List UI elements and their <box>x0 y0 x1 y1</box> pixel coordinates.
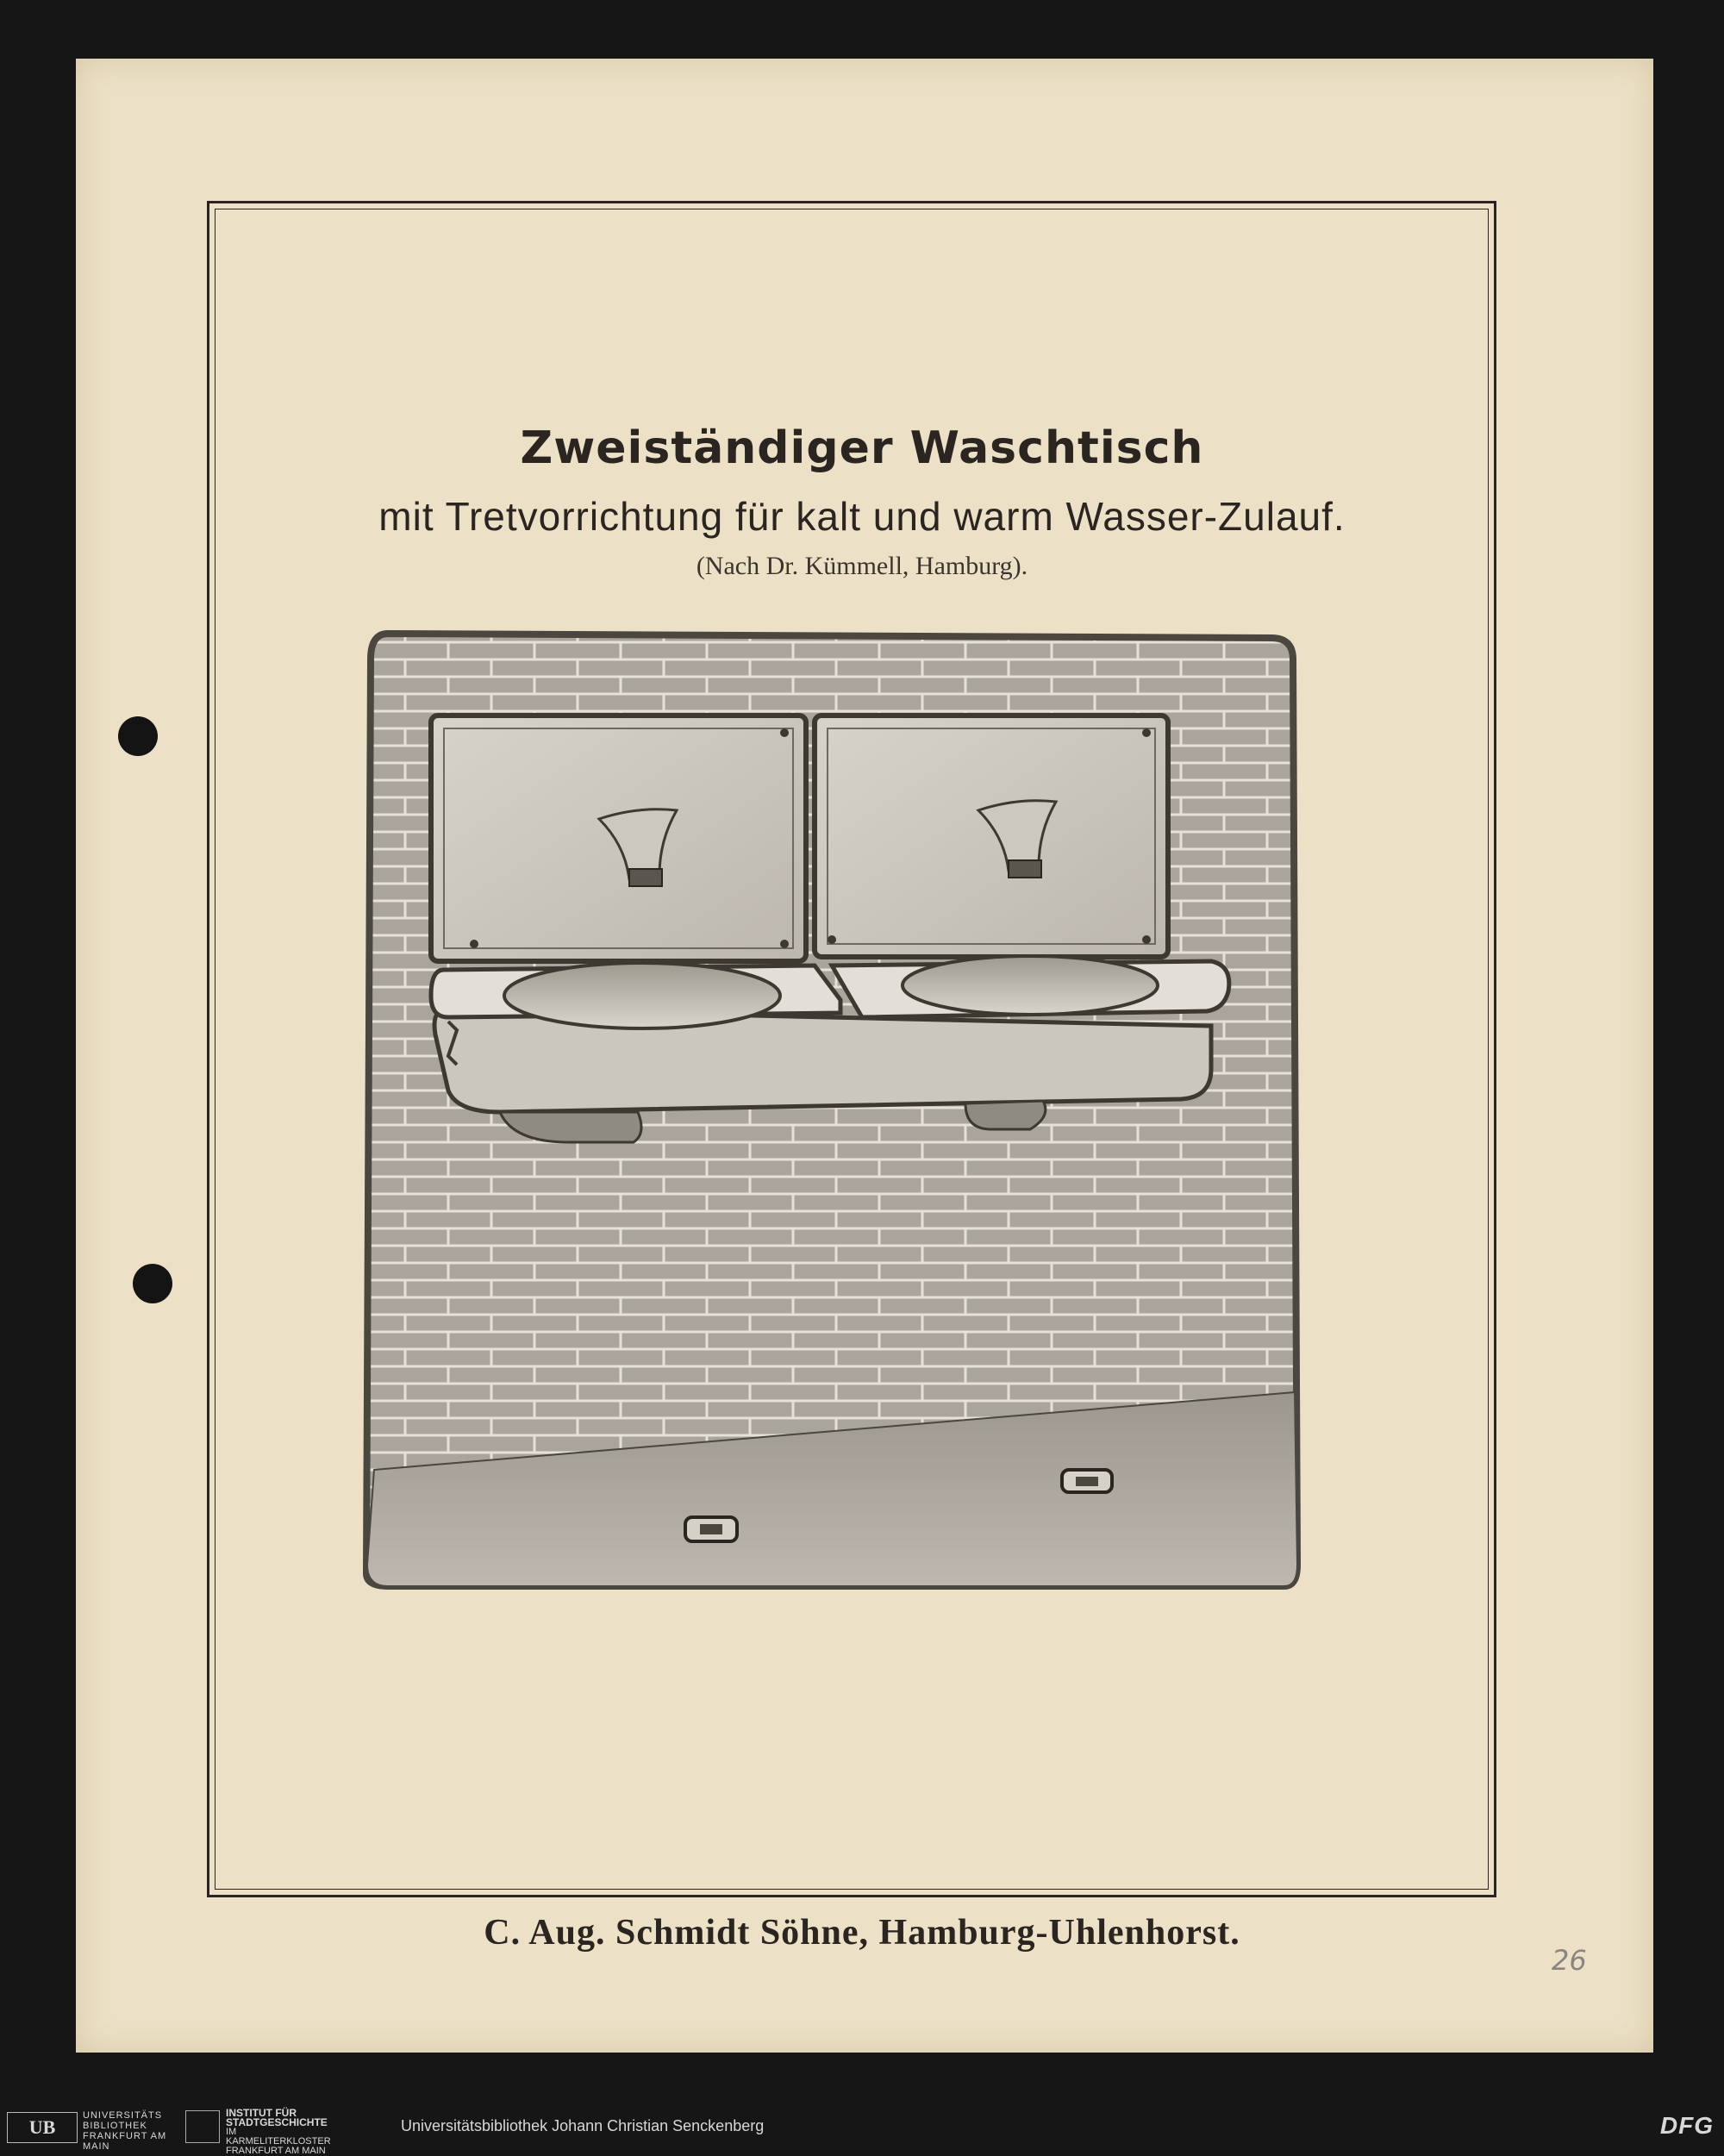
dfg-logo[interactable]: DFG <box>1659 2112 1714 2139</box>
digitization-credit-bar <box>0 2103 1724 2156</box>
basin-bowl-right <box>903 956 1158 1015</box>
institute-line-3: IM KARMELITERKLOSTER <box>226 2127 331 2147</box>
punch-hole-top <box>118 716 158 756</box>
punch-hole-bottom <box>133 1264 172 1303</box>
institute-line-4: FRANKFURT AM MAIN <box>226 2146 326 2156</box>
institute-line-2: STADTGESCHICHTE <box>226 2116 328 2128</box>
washbasin-illustration <box>362 625 1310 1595</box>
splash-panel-right <box>815 716 1168 957</box>
handwritten-page-number: 26 <box>1552 1944 1587 1977</box>
ub-line-3: FRANKFURT AM MAIN <box>83 2131 167 2152</box>
institute-line-1: INSTITUT FÜR <box>226 2107 297 2119</box>
page-title: Zweiständiger Waschtisch <box>520 422 1204 474</box>
page-subtitle: mit Tretvorrichtung für kalt und warm Wasser-Zulauf. <box>378 494 1346 539</box>
basin-bowl-left <box>504 963 780 1028</box>
ub-logo-text <box>83 2110 178 2152</box>
institute-logo-icon <box>185 2110 220 2143</box>
library-credit-text: Universitätsbibliothek Johann Christian Senckenberg <box>401 2117 765 2134</box>
ub-logo[interactable]: UB <box>7 2112 78 2143</box>
publisher-footer: C. Aug. Schmidt Söhne, Hamburg-Uhlenhorst. <box>484 1913 1240 1953</box>
design-credit: (Nach Dr. Kümmell, Hamburg). <box>696 552 1028 580</box>
ub-line-1: UNIVERSITÄTS <box>83 2110 163 2121</box>
basin-body <box>434 1009 1211 1112</box>
ub-line-2: BIBLIOTHEK <box>83 2121 147 2131</box>
